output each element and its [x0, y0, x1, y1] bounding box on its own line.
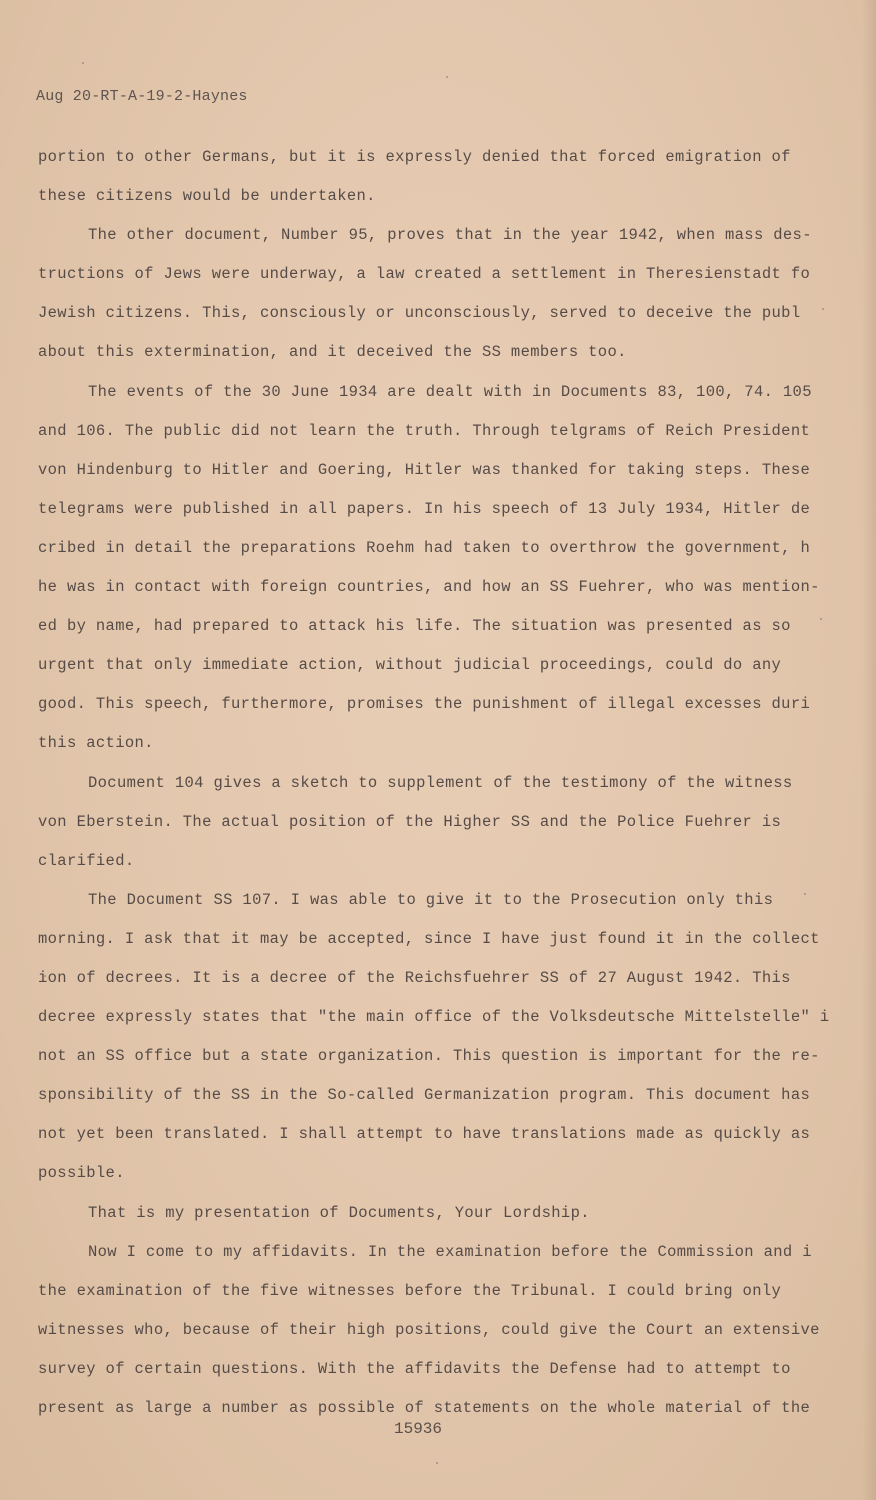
page-number: 15936	[394, 1420, 443, 1438]
text-line: von Eberstein. The actual position of the Higher SS and the Police Fuehrer is	[38, 812, 782, 831]
paper-speck	[82, 62, 84, 64]
document-header: Aug 20-RT-A-19-2-Haynes	[36, 88, 248, 105]
text-line: Jewish citizens. This, consciously or unconsciously, served to deceive the publ	[38, 304, 801, 323]
text-line: the examination of the five witnesses before the Tribunal. I could bring only	[38, 1281, 782, 1300]
text-line: cribed in detail the preparations Roehm had taken to overthrow the government, h	[38, 538, 811, 557]
text-line: portion to other Germans, but it is expressly denied that forced emigration of	[38, 148, 791, 166]
page-edge-shadow	[862, 0, 876, 1500]
text-line: and 106. The public did not learn the truth. Through telgrams of Reich President	[38, 421, 811, 440]
text-line: possible.	[38, 1164, 125, 1183]
text-line: The events of the 30 June 1934 are dealt with in Documents 83, 100, 74. 105	[88, 382, 812, 401]
text-line: sponsibility of the SS in the So-called Germanization program. This document has	[38, 1086, 811, 1105]
text-line: good. This speech, furthermore, promises the punishment of illegal excesses duri	[38, 695, 811, 714]
text-line: Now I come to my affidavits. In the examination before the Commission and i	[88, 1242, 812, 1261]
text-line: ed by name, had prepared to attack his life. The situation was presented as so	[38, 617, 791, 636]
text-line: ion of decrees. It is a decree of the Reichsfuehrer SS of 27 August 1942. This	[38, 968, 791, 987]
text-line: The Document SS 107. I was able to give it to the Prosecution only this	[88, 890, 774, 909]
text-line: witnesses who, because of their high positions, could give the Court an extensive	[38, 1320, 820, 1339]
text-line: That is my presentation of Documents, Your Lordship.	[88, 1203, 590, 1222]
text-line: these citizens would be undertaken.	[38, 187, 376, 206]
text-line: about this extermination, and it deceived the SS members too.	[38, 343, 627, 362]
paper-speck	[436, 1462, 438, 1464]
document-body	[38, 144, 828, 1434]
text-line: clarified.	[38, 851, 135, 870]
text-line: von Hindenburg to Hitler and Goering, Hitler was thanked for taking steps. These	[38, 460, 811, 479]
text-line: The other document, Number 95, proves that in the year 1942, when mass des-	[88, 226, 812, 245]
text-line: this action.	[38, 734, 154, 753]
text-line: telegrams were published in all papers. In his speech of 13 July 1934, Hitler de	[38, 499, 811, 518]
text-line: present as large a number as possible of statements on the whole material of the	[38, 1399, 811, 1417]
text-line: not yet been translated. I shall attempt to have translations made as quickly as	[38, 1125, 811, 1144]
text-line: urgent that only immediate action, without judicial proceedings, could do any	[38, 656, 782, 675]
paper-speck	[446, 76, 448, 78]
text-line: morning. I ask that it may be accepted, since I have just found it in the collect	[38, 929, 820, 948]
text-line: decree expressly states that "the main office of the Volksdeutsche Mittelstelle" i	[38, 1008, 830, 1027]
text-line: tructions of Jews were underway, a law created a settlement in Theresienstadt fo	[38, 265, 811, 284]
text-line: he was in contact with foreign countries, and how an SS Fuehrer, who was mention-	[38, 578, 820, 597]
text-line: Document 104 gives a sketch to supplement of the testimony of the witness	[88, 773, 793, 792]
text-line: not an SS office but a state organization. This question is important for the re-	[38, 1047, 820, 1066]
text-line: survey of certain questions. With the affidavits the Defense had to attempt to	[38, 1359, 791, 1378]
